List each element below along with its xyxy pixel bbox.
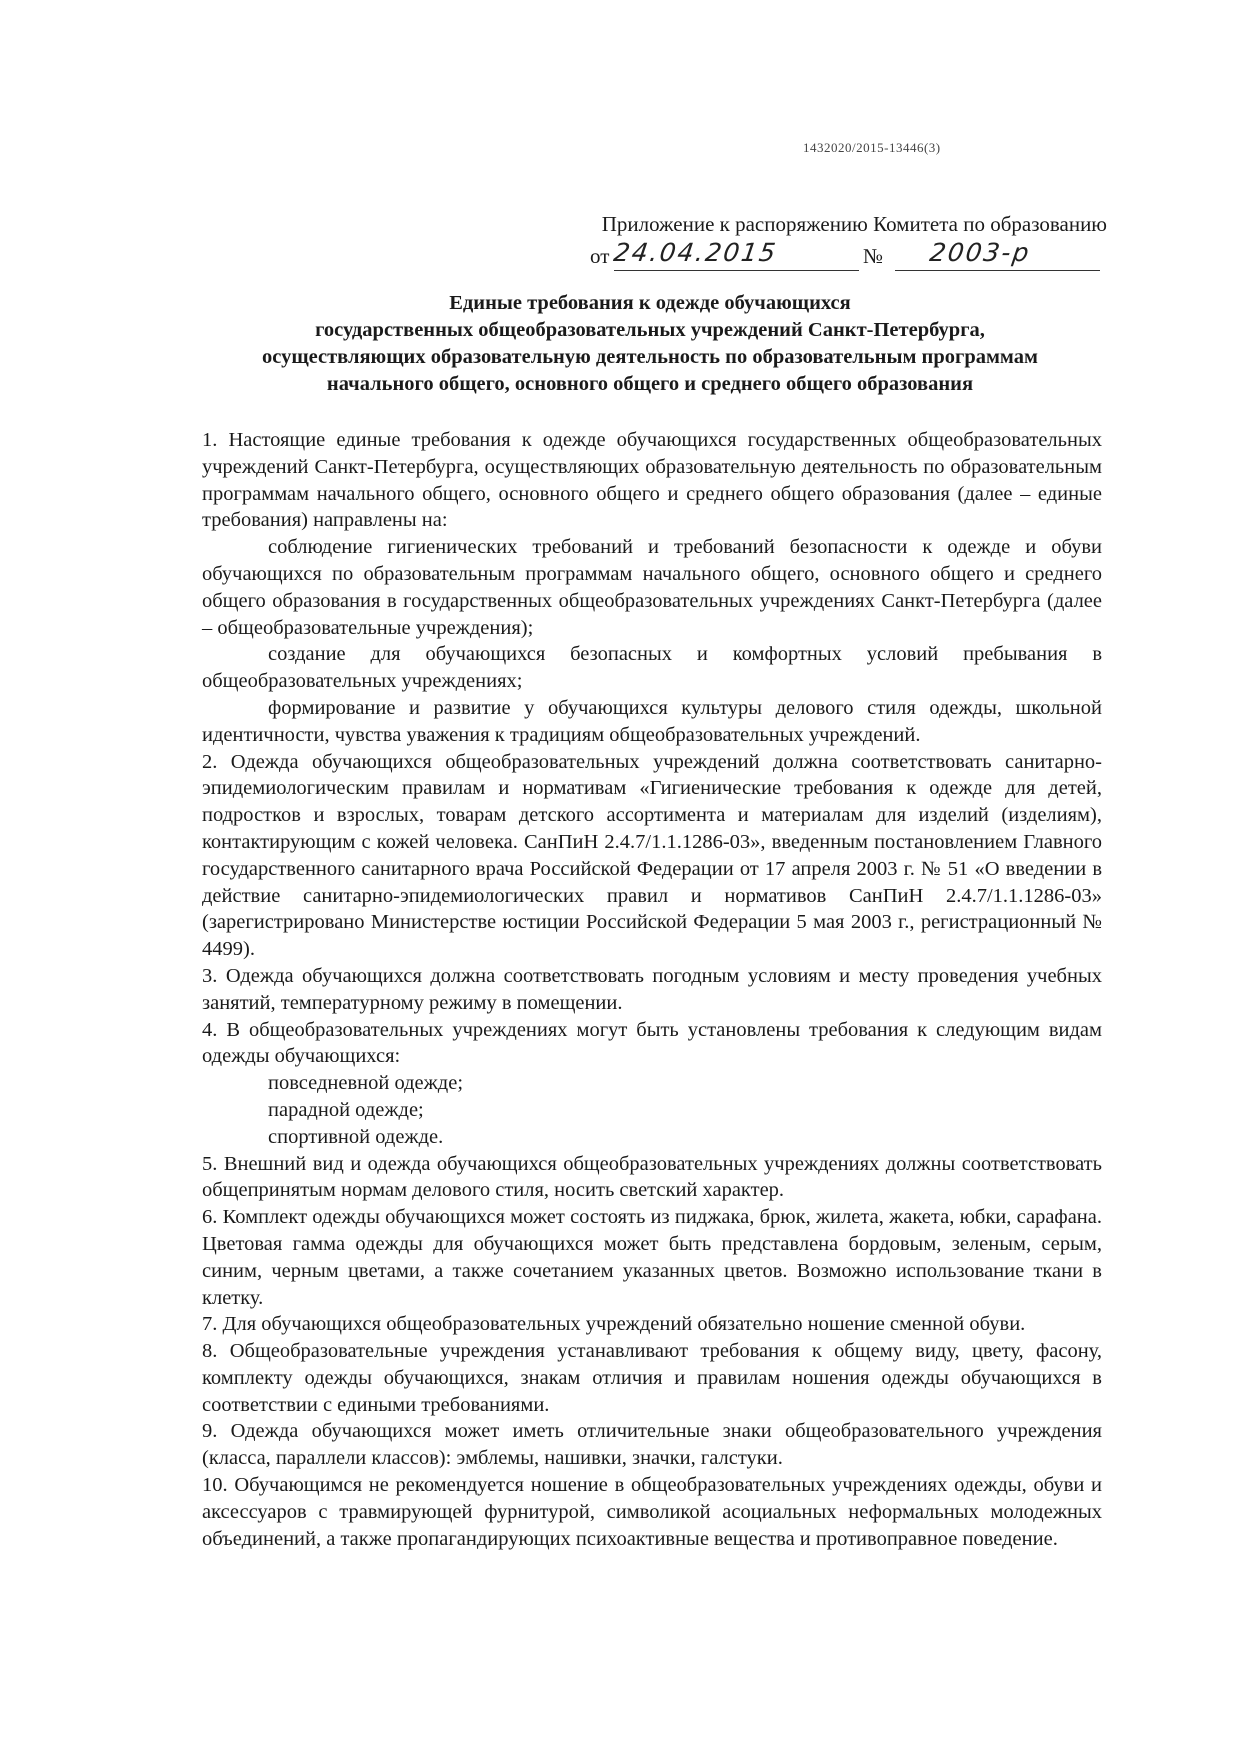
title-line: начального общего, основного общего и среднего общего образования	[326, 373, 974, 395]
paragraph-1c: формирование и развитие у обучающихся культуры делового стиля одежды, школьной идентичности, чувства уважения к традициям общеобразовательных учреждений.	[202, 696, 1102, 746]
paragraph-3: 3. Одежда обучающихся должна соответствовать погодным условиям и месту проведения учебных занятий, температурному режиму в помещении.	[202, 964, 1102, 1014]
document-body	[202, 427, 1102, 1552]
paragraph-7: 7. Для обучающихся общеобразовательных учреждений обязательно ношение сменной обуви.	[202, 1313, 1026, 1336]
number-underline	[895, 270, 1100, 271]
order-date-line	[590, 240, 1110, 274]
appendix-caption: Приложение к распоряжению Комитета по образованию	[601, 212, 1107, 236]
paragraph-5: 5. Внешний вид и одежда обучающихся общеобразовательных учреждениях должны соответствовать общепринятым нормам делового стиля, носить светский характер.	[202, 1152, 1102, 1202]
list-item: повседневной одежде;	[268, 1072, 464, 1095]
paragraph-6: 6. Комплект одежды обучающихся может состоять из пиджака, брюк, жилета, жакета, юбки, сарафана. Цветовая гамма одежды для обучающихся может быть представлена бордовым, зеленым, серым, синим, черным цветами, а также сочетанием указанных цветов. Возможно использование ткани в клетку.	[202, 1206, 1102, 1309]
handwritten-number: 2003-р	[927, 238, 1033, 267]
paragraph-8: 8. Общеобразовательные учреждения устанавливают требования к общему виду, цвету, фасону, комплекту одежды обучающихся, знакам отличия и правилам ношения одежды обучающихся в соответствии с едиными требованиями.	[202, 1340, 1102, 1416]
paragraph-9: 9. Одежда обучающихся может иметь отличительные знаки общеобразовательного учреждения (класса, параллели классов): эмблемы, нашивки, значки, галстуки.	[202, 1420, 1102, 1470]
paragraph-1: 1. Настоящие единые требования к одежде обучающихся государственных общеобразовательных учреждений Санкт-Петербурга, осуществляющих образовательную деятельность по образовательным программам начального общего, основного общего и среднего общего образования (далее – единые требования) направлены на:	[202, 429, 1102, 532]
number-label: №	[863, 244, 884, 268]
document-number: 1432020/2015-13446(3)	[803, 140, 941, 155]
paragraph-10: 10. Обучающимся не рекомендуется ношение в общеобразовательных учреждениях одежды, обуви и аксессуаров с травмирующей фурнитурой, символикой асоциальных неформальных молодежных объединений, а также пропагандирующих психоактивные вещества и противоправное поведение.	[202, 1474, 1102, 1550]
paragraph-2: 2. Одежда обучающихся общеобразовательных учреждений должна соответствовать санитарно-эпидемиологическим правилам и нормативам «Гигиенические требования к одежде для детей, подростков и взрослых, товарам детского ассортимента и материалам для изделий (изделиям), контактирующим с кожей человека. СанПиН 2.4.7/1.1.1286-03», введенным постановлением Главного государственного санитарного врача Российской Федерации от 17 апреля 2003 г. № 51 «О введении в действие санитарно-эпидемиологических правил и нормативов СанПиН 2.4.7/1.1.1286-03» (зарегистрировано Министерстве юстиции Российской Федерации 5 мая 2003 г., регистрационный № 4499).	[202, 750, 1102, 961]
date-underline	[614, 270, 859, 271]
title-line: Единые требования к одежде обучающихся	[449, 292, 851, 314]
handwritten-date: 24.04.2015	[611, 238, 780, 267]
list-item: спортивной одежде.	[268, 1125, 444, 1148]
list-item: парадной одежде;	[268, 1098, 424, 1121]
title-line: государственных общеобразовательных учреждений Санкт-Петербурга,	[315, 319, 985, 341]
title-line: осуществляющих образовательную деятельность по образовательным программам	[262, 346, 1038, 368]
date-prefix: от	[590, 244, 610, 268]
paragraph-1b: создание для обучающихся безопасных и комфортных условий пребывания в общеобразовательных учреждениях;	[202, 643, 1102, 693]
document-title	[190, 290, 1110, 398]
paragraph-1a: соблюдение гигиенических требований и требований безопасности к одежде и обуви обучающихся по образовательным программам начального общего, основного общего и среднего общего образования в государственных общеобразовательных учреждениях Санкт-Петербурга (далее – общеобразовательные учреждения);	[202, 536, 1102, 639]
paragraph-4: 4. В общеобразовательных учреждениях могут быть установлены требования к следующим видам одежды обучающихся:	[202, 1018, 1102, 1068]
